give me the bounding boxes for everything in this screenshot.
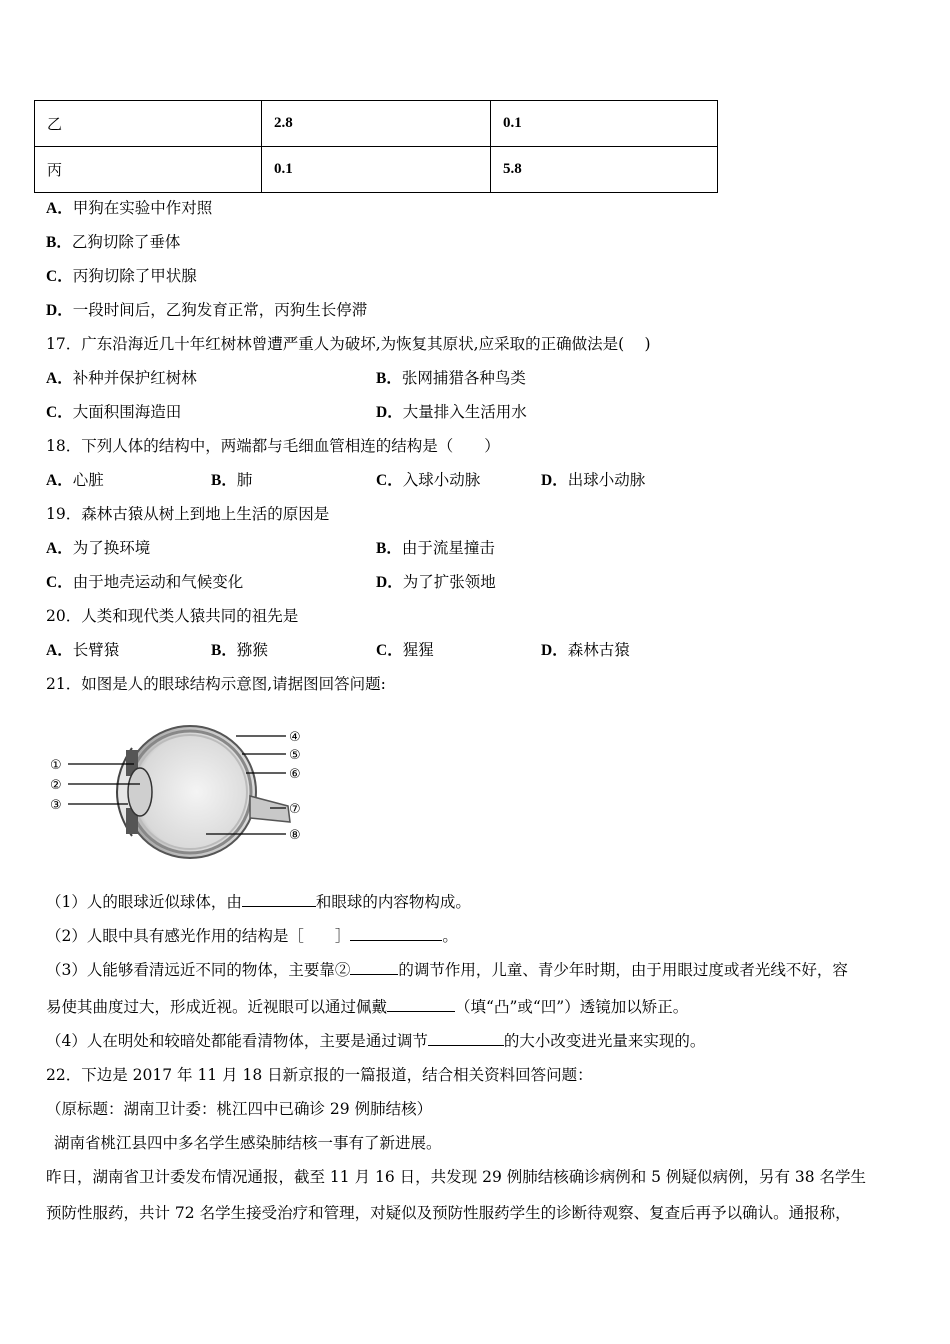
- q20-option-a: [46, 640, 119, 661]
- text: 的大小改变进光量来实现的。: [503, 1032, 706, 1050]
- option-text: 张网捕猎各种鸟类: [401, 369, 526, 387]
- q19-option-b: [376, 538, 495, 559]
- label-7: ⑦: [289, 802, 301, 817]
- option-letter: B．: [376, 540, 402, 557]
- q22-line-3: 昨日，湖南省卫计委发布情况通报，截至 11 月 16 日，共发现 29 例肺结核确诊病例和 5 例疑似病例，另有 38 名学生: [46, 1168, 867, 1186]
- option-text: 由于流星撞击: [401, 539, 495, 557]
- text: 和眼球的内容物构成。: [315, 893, 471, 911]
- q18-option-c: [376, 470, 480, 491]
- option-text: 为了扩张领地: [402, 573, 496, 591]
- table-cell: 0.1: [491, 101, 718, 147]
- q21-sub3-cont: [46, 997, 688, 1017]
- q20-stem: 20．人类和现代类人猿共同的祖先是: [46, 607, 299, 625]
- q18-option-d: [541, 470, 645, 491]
- eyeball-diagram: [40, 718, 320, 868]
- text: （4）人在明处和较暗处都能看清物体，主要是通过调节: [46, 1032, 428, 1050]
- label-1: ①: [50, 758, 62, 773]
- answer-blank: [387, 997, 455, 1012]
- q21-sub3: [46, 960, 848, 980]
- q19-option-d: [376, 572, 496, 593]
- text: （3）人能够看清远近不同的物体，主要靠②: [46, 961, 351, 979]
- table-cell: 乙: [35, 101, 262, 147]
- label-8: ⑧: [289, 828, 301, 843]
- q16-option-b: [46, 232, 180, 253]
- label-5: ⑤: [289, 748, 301, 763]
- label-6: ⑥: [289, 767, 301, 782]
- option-letter: C．: [46, 404, 73, 421]
- label-3: ③: [50, 798, 62, 813]
- option-text: 猩猩: [402, 641, 434, 659]
- q16-option-a: [46, 198, 212, 219]
- option-text: 大量排入生活用水: [402, 403, 527, 421]
- option-text: 心脏: [72, 471, 104, 489]
- option-text: 大面积围海造田: [72, 403, 182, 421]
- option-letter: A．: [46, 472, 73, 489]
- q19-stem: 19．森林古猿从树上到地上生活的原因是: [46, 505, 330, 523]
- q22-line-2: 湖南省桃江县四中多名学生感染肺结核一事有了新进展。: [54, 1134, 442, 1152]
- q17-option-a: [46, 368, 197, 389]
- answer-blank: [350, 926, 442, 941]
- option-letter: C．: [46, 574, 73, 591]
- option-letter: A．: [46, 370, 73, 387]
- q20-option-c: [376, 640, 434, 661]
- option-letter: C．: [376, 472, 403, 489]
- option-letter: D．: [376, 574, 403, 591]
- option-letter: D．: [376, 404, 403, 421]
- option-text: 出球小动脉: [567, 471, 646, 489]
- q19-option-c: [46, 572, 243, 593]
- option-letter: B．: [46, 234, 72, 251]
- table-cell: 2.8: [262, 101, 491, 147]
- option-text: 一段时间后，乙狗发育正常，丙狗生长停滞: [72, 301, 368, 319]
- option-letter: D．: [46, 302, 73, 319]
- data-table: [34, 100, 718, 193]
- option-text: 入球小动脉: [402, 471, 481, 489]
- q21-sub4: [46, 1031, 705, 1051]
- text: （1）人的眼球近似球体，由: [46, 893, 242, 911]
- q16-option-c: [46, 266, 197, 287]
- q21-sub2: [46, 926, 458, 946]
- answer-blank: [242, 892, 316, 907]
- option-text: 长臂猿: [72, 641, 120, 659]
- text: （2）人眼中具有感光作用的结构是［ ］: [46, 927, 351, 945]
- option-text: 丙狗切除了甲状腺: [72, 267, 197, 285]
- label-4: ④: [289, 730, 301, 745]
- option-letter: A．: [46, 642, 73, 659]
- option-text: 猕猴: [236, 641, 268, 659]
- q18-option-b: [211, 470, 252, 491]
- option-letter: B．: [211, 642, 237, 659]
- q17-option-b: [376, 368, 526, 389]
- option-text: 补种并保护红树林: [72, 369, 197, 387]
- option-letter: A．: [46, 200, 73, 217]
- table-cell: 5.8: [491, 147, 718, 193]
- q20-option-b: [211, 640, 268, 661]
- option-text: 为了换环境: [72, 539, 151, 557]
- text: 。: [442, 927, 458, 945]
- q18-stem: 18．下列人体的结构中，两端都与毛细血管相连的结构是（ ）: [46, 437, 500, 455]
- option-text: 森林古猿: [567, 641, 630, 659]
- option-letter: B．: [376, 370, 402, 387]
- q21-sub1: [46, 892, 471, 912]
- q18-option-a: [46, 470, 104, 491]
- text: 的调节作用，儿童、青少年时期，由于用眼过度或者光线不好，容: [398, 961, 848, 979]
- text: 易使其曲度过大，形成近视。近视眼可以通过佩戴: [46, 998, 388, 1016]
- q16-option-d: [46, 300, 367, 321]
- option-letter: A．: [46, 540, 73, 557]
- table-row: [35, 101, 718, 147]
- table-cell: 丙: [35, 147, 262, 193]
- table-row: [35, 147, 718, 193]
- table-cell: 0.1: [262, 147, 491, 193]
- lens-shape: [128, 768, 152, 816]
- optic-nerve-shape: [250, 796, 290, 822]
- option-letter: C．: [46, 268, 73, 285]
- q22-stem: 22．下边是 2017 年 11 月 18 日新京报的一篇报道，结合相关资料回答问题：: [46, 1066, 593, 1084]
- q22-line-4: 预防性服药，共计 72 名学生接受治疗和管理，对疑似及预防性服药学生的诊断待观察、复查后再予以确认。通报称，: [46, 1204, 851, 1222]
- q17-option-d: [376, 402, 527, 423]
- q22-line-1: （原标题：湖南卫计委：桃江四中已确诊 29 例肺结核）: [46, 1100, 433, 1118]
- q20-option-d: [541, 640, 630, 661]
- answer-blank: [350, 960, 398, 975]
- q19-option-a: [46, 538, 150, 559]
- q21-stem: 21．如图是人的眼球结构示意图,请据图回答问题:: [46, 675, 386, 693]
- label-2: ②: [50, 778, 62, 793]
- option-letter: D．: [541, 472, 568, 489]
- option-letter: B．: [211, 472, 237, 489]
- option-letter: C．: [376, 642, 403, 659]
- option-text: 乙狗切除了垂体: [71, 233, 181, 251]
- option-text: 甲狗在实验中作对照: [72, 199, 213, 217]
- q17-option-c: [46, 402, 181, 423]
- q17-stem: 17．广东沿海近几十年红树林曾遭严重人为破坏,为恢复其原状,应采取的正确做法是( ): [46, 335, 651, 353]
- answer-blank: [428, 1031, 504, 1046]
- text: （填“凸”或“凹”）透镜加以矫正。: [455, 998, 689, 1016]
- option-letter: D．: [541, 642, 568, 659]
- option-text: 肺: [236, 471, 253, 489]
- option-text: 由于地壳运动和气候变化: [72, 573, 244, 591]
